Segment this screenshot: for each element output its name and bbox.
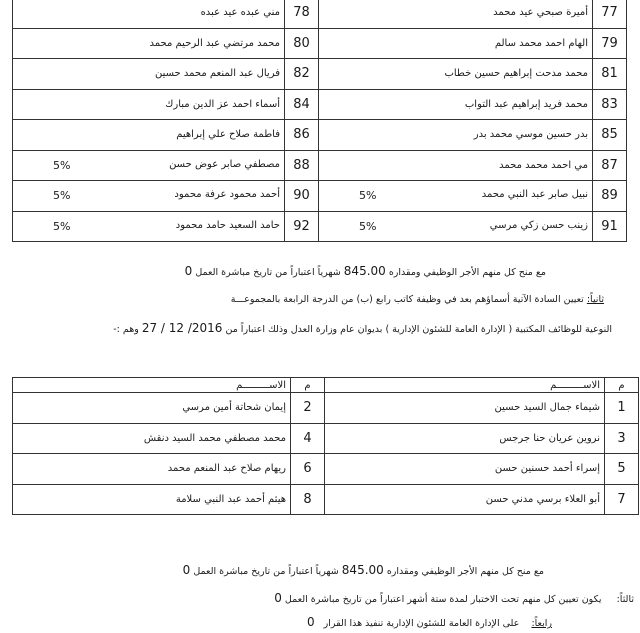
employee-name — [319, 150, 593, 181]
employee-name — [319, 0, 593, 28]
employee-name: هيثم أحمد عبد النبي سلامة — [13, 484, 291, 515]
row-number: 80 — [285, 28, 319, 59]
employee-name — [13, 28, 285, 59]
employee-name — [319, 59, 593, 90]
employee-name — [13, 89, 285, 120]
employee-name: أبو العلاء برسي مدني حسن — [325, 484, 605, 515]
section-4: رابعاً: على الإدارة العامة للشئون الإدارية تنفيذ هذا القرار 0 — [306, 615, 552, 629]
employee-name-text: محمد فريد إبراهيم عبد التواب — [464, 98, 588, 110]
table-row — [13, 393, 639, 424]
table-row — [13, 120, 627, 151]
employee-name-text: الهام احمد محمد سالم — [494, 37, 588, 49]
employee-name — [13, 0, 285, 28]
row-number: 2 — [291, 393, 325, 424]
header-name-right: الاســـــــــم — [325, 378, 605, 393]
employee-name — [319, 89, 593, 120]
employee-name — [319, 211, 593, 242]
percentage-note: 5% — [53, 189, 71, 203]
salary-paragraph-1: مع منح كل منهم الأجر الوظيفي ومقداره 845.00 شهرياً اعتباراً من تاريخ مباشرة العمل 0 — [184, 264, 546, 278]
employee-name-text: محمد مرتضي عبد الرحيم محمد — [149, 37, 280, 49]
employee-name-text: مني عبده عيد عبده — [200, 7, 280, 19]
employee-name-text: أسماء احمد عز الدين مبارك — [165, 98, 280, 110]
table-row — [13, 454, 639, 485]
header-no-left: م — [291, 378, 325, 393]
row-number: 90 — [285, 181, 319, 212]
employee-name — [13, 120, 285, 151]
row-number: 3 — [605, 423, 639, 454]
employee-name: ريهام صلاح عبد المنعم محمد — [13, 454, 291, 485]
row-number: 6 — [291, 454, 325, 485]
section-3: ثالثاً: يكون تعيين كل منهم تحت الاختبار لمدة ستة أشهر اعتباراً من تاريخ مباشرة العمل 0 — [274, 591, 634, 605]
row-number: 84 — [285, 89, 319, 120]
employee-name-text: نبيل صابر عبد النبي محمد — [481, 189, 588, 201]
employee-name — [13, 181, 285, 212]
table-row — [13, 211, 627, 242]
section-2-label: ثانياً: — [586, 294, 604, 305]
employee-name-text: أميرة صبحي عيد محمد — [493, 7, 588, 19]
employee-name-text: بدر حسين موسي محمد بدر — [473, 129, 588, 141]
employee-name: إيمان شحاتة أمين مرسي — [13, 393, 291, 424]
row-number: 77 — [593, 0, 627, 28]
employee-name-text: مصطفي صابر عوض حسن — [169, 158, 280, 170]
percentage-note: 5% — [53, 158, 71, 172]
employee-name — [13, 150, 285, 181]
employees-table-2 — [12, 377, 639, 515]
employee-name-text: فريال عبد المنعم محمد حسين — [154, 68, 280, 80]
table-row — [13, 423, 639, 454]
row-number: 4 — [291, 423, 325, 454]
employee-name: محمد مصطفي محمد السيد دنقش — [13, 423, 291, 454]
row-number: 92 — [285, 211, 319, 242]
table-row — [13, 89, 627, 120]
row-number: 1 — [605, 393, 639, 424]
row-number: 7 — [605, 484, 639, 515]
percentage-note: 5% — [53, 219, 71, 233]
employee-name-text: أحمد محمود عرفة محمود — [174, 189, 280, 201]
section-2-line-1: ثانياً: تعيين السادة الآتية أسماؤهم بعد في وظيفة كاتب رابع (ب) من الدرجة الرابعة بالمجموعـــة — [230, 294, 604, 305]
employee-name-text: مي احمد محمد محمد — [499, 159, 588, 171]
row-number: 88 — [285, 150, 319, 181]
table-row — [13, 0, 627, 28]
row-number: 8 — [291, 484, 325, 515]
table-row — [13, 181, 627, 212]
section-3-label: ثالثاً: — [616, 594, 634, 605]
employee-name-text: فاطمة صلاح علي إبراهيم — [176, 129, 280, 141]
row-number: 85 — [593, 120, 627, 151]
employee-name: شيماء جمال السيد حسين — [325, 393, 605, 424]
row-number: 91 — [593, 211, 627, 242]
employee-name — [319, 120, 593, 151]
row-number: 87 — [593, 150, 627, 181]
employee-name — [319, 28, 593, 59]
row-number: 79 — [593, 28, 627, 59]
table-row — [13, 28, 627, 59]
row-number: 5 — [605, 454, 639, 485]
employee-name-text: زينب حسن زكي مرسي — [489, 219, 588, 231]
employee-name-text: محمد مدحت إبراهيم حسين خطاب — [444, 68, 588, 80]
row-number: 83 — [593, 89, 627, 120]
employee-name-text: حامد السعيد حامد محمود — [175, 219, 280, 231]
percentage-note: 5% — [359, 219, 377, 233]
row-number: 78 — [285, 0, 319, 28]
header-name-left: الاســـــــــم — [13, 378, 291, 393]
row-number: 81 — [593, 59, 627, 90]
employee-name — [13, 211, 285, 242]
employees-table-1 — [12, 0, 627, 242]
table-row — [13, 150, 627, 181]
employee-name — [13, 59, 285, 90]
table-row — [13, 484, 639, 515]
employee-name: نروين عريان حنا جرجس — [325, 423, 605, 454]
row-number: 86 — [285, 120, 319, 151]
header-no-right: م — [605, 378, 639, 393]
table-row — [13, 59, 627, 90]
percentage-note: 5% — [359, 189, 377, 203]
salary-paragraph-2: مع منح كل منهم الأجر الوظيفي ومقداره 845.00 شهرياً اعتباراً من تاريخ مباشرة العمل 0 — [182, 563, 544, 577]
row-number: 89 — [593, 181, 627, 212]
section-2-line-2: النوعية للوظائف المكتبية ( الإدارة العامة للشئون الإدارية ) بديوان عام وزارة العدل وذلك اعتباراً من 27 / 12 /2016 وهم :- — [113, 321, 612, 335]
section-4-label: رابعاً: — [531, 618, 552, 629]
row-number: 82 — [285, 59, 319, 90]
employee-name: إسراء أحمد حسنين حسن — [325, 454, 605, 485]
employee-name — [319, 181, 593, 212]
